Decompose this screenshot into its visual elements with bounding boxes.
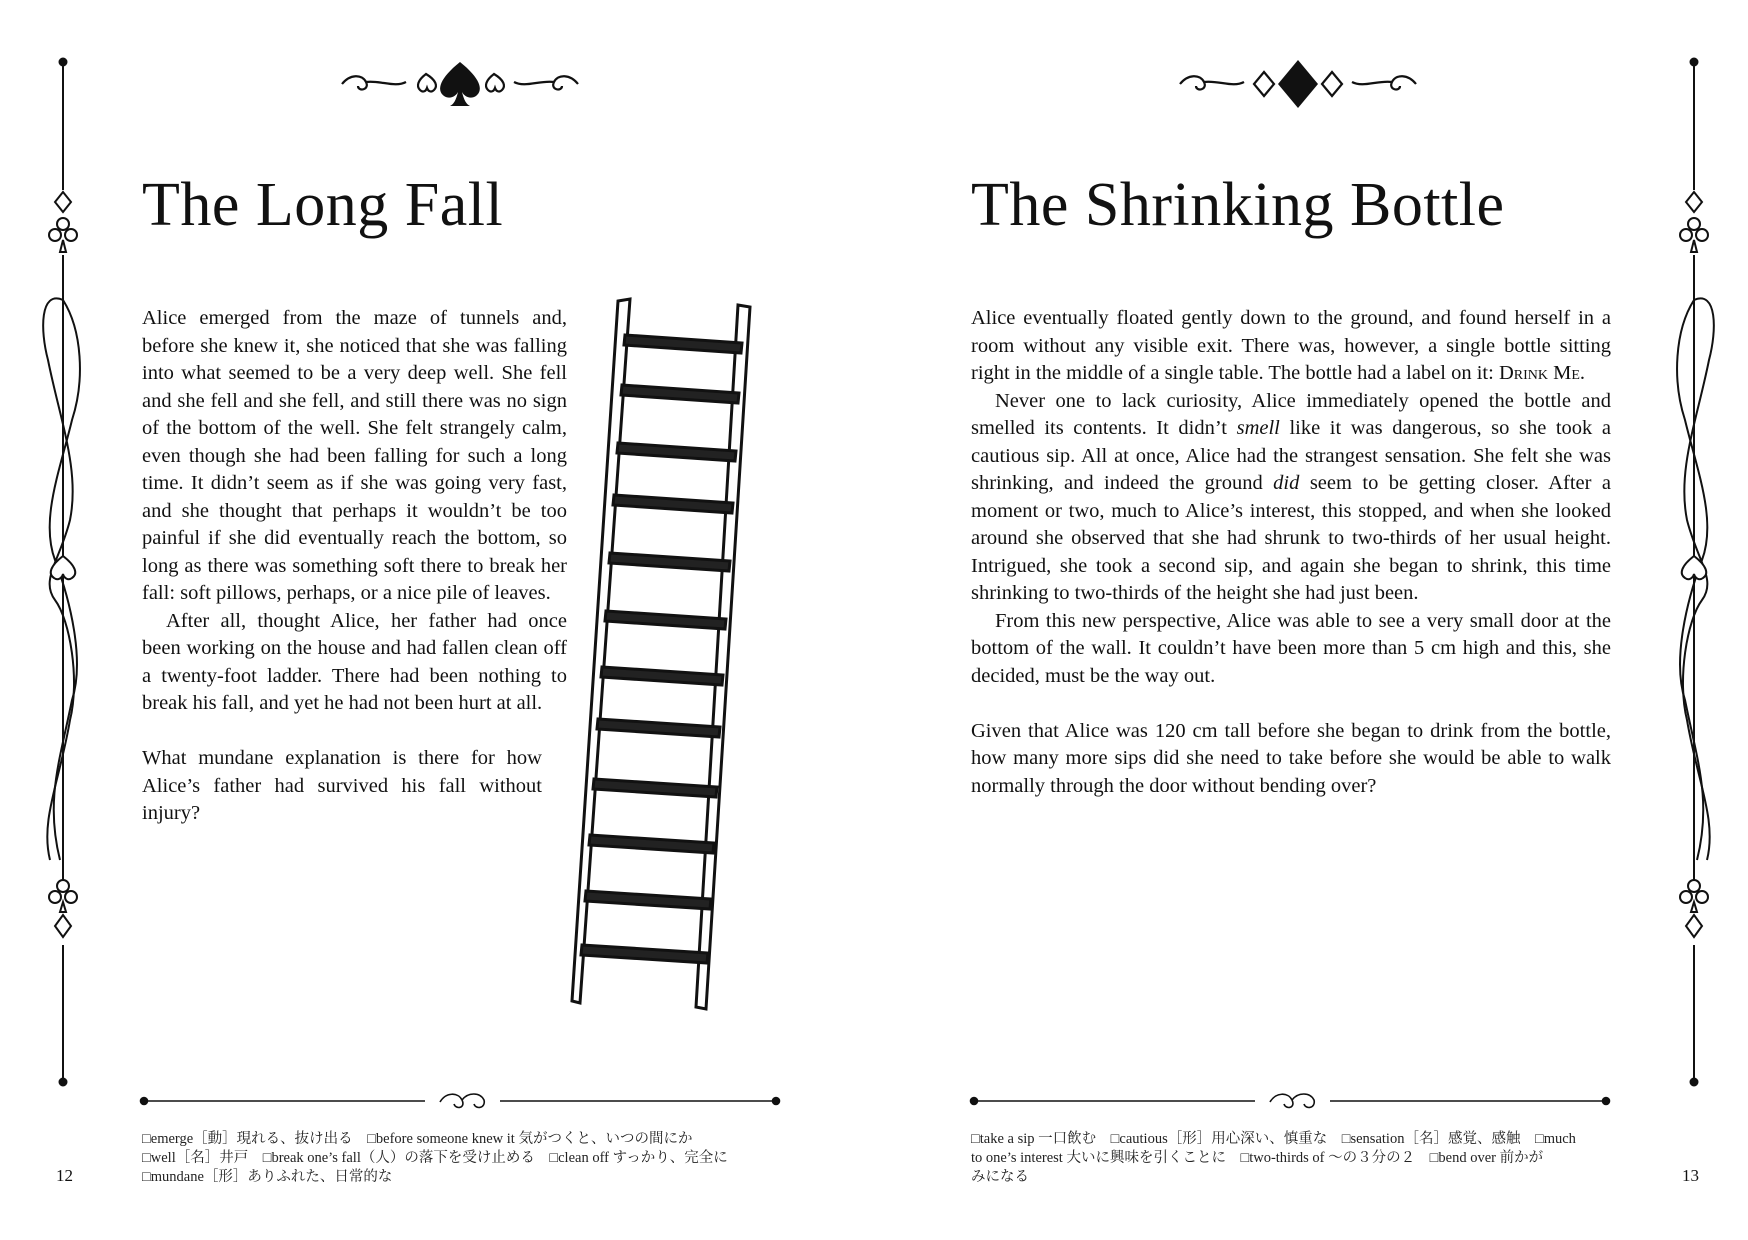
vocabulary-notes [142, 1130, 782, 1187]
vocab-line: □take a sip 一口飲む □cautious［形］用心深い、慎重な □sensation［名］感覚、感触 □much [971, 1131, 1576, 1147]
story-paragraph-2-part: seem to be getting closer. After a moment or two, much to Alice’s interest, this stopped, and when she looked around she observed that she had shrunk to two-thirds of her usual height. Intrigued, she took a second sip, and again she began to shrink, this time shrinking to two-thirds of the height she had just been. [971, 472, 1612, 604]
border-club-icon [1680, 218, 1708, 252]
page-number: 12 [56, 1166, 73, 1185]
story-paragraph-1: Alice emerged from the maze of tunnels and, before she knew it, she noticed that she was falling into what seemed to be a very deep well. She fell and she fell and she fell, and still there was no sign of the bottom of the well. She felt strangely calm, even though she had been falling for such a long time. It didn’t seem as if she was going very fast, and she thought that perhaps it wouldn’t be too painful if she did eventually reach the bottom, so long as there was something soft there to break her fall: soft pillows, perhaps, or a nice pile of leaves. [142, 307, 567, 604]
border-club-icon [49, 218, 77, 252]
emphasis-text: did [1273, 472, 1300, 494]
border-club-bottom-icon [1680, 880, 1708, 912]
spade-icon [340, 58, 580, 108]
vocabulary-notes [971, 1130, 1631, 1187]
story-paragraph-1-text: Alice eventually floated gently down to the ground, and found herself in a room without any visible exit. There was, however, a single bottle sitting right in the middle of a single table. The bottle had a label on it: [971, 307, 1611, 384]
puzzle-question: What mundane explanation is there for how Alice’s father had survived his fall without injury? [142, 747, 542, 824]
puzzle-question: Given that Alice was 120 cm tall before she began to drink from the bottle, how many more sips did she need to take before she would be able to walk normally through the door without bending over? [971, 719, 1611, 797]
story-text [142, 305, 567, 828]
border-club-bottom-icon [49, 880, 77, 912]
page-title: The Shrinking Bottle [971, 171, 1505, 239]
story-paragraph-2 [971, 388, 1611, 608]
story-paragraph-2: After all, thought Alice, her father had once been working on the house and had fallen clean off a twenty-foot ladder. There had been nothing to break his fall, and yet he had not been hurt at all. [142, 609, 567, 714]
vocab-line: □mundane［形］ありふれた、日常的な [142, 1169, 393, 1185]
border-diamond-icon [1686, 192, 1702, 212]
vocab-line: □well［名］井戸 □break one’s fall（人）の落下を受け止める □clean off すっかり、完全に [142, 1150, 728, 1166]
right-page [874, 0, 1748, 1240]
page-title: The Long Fall [142, 171, 504, 239]
emphasis-text: smell [1236, 417, 1280, 439]
footer-rule [970, 1086, 1610, 1116]
vocab-line: to one’s interest 大いに興味を引くことに □two-thirds of ～の３分の２ □bend over 前かが [971, 1150, 1544, 1166]
diamond-icon [1178, 58, 1418, 108]
page-number: 13 [1682, 1166, 1699, 1185]
bottle-label-text: Drink Me. [1498, 362, 1585, 384]
story-paragraph-3: From this new perspective, Alice was able to see a very small door at the bottom of the wall. It couldn’t have been more than 5 cm high and this, she decided, must be the way out. [971, 609, 1611, 687]
vocab-line: □emerge［動］現れる、抜け出る □before someone knew it 気がつくと、いつの間にか [142, 1131, 693, 1147]
story-paragraph-1 [971, 305, 1611, 388]
vocab-line: みになる [971, 1169, 1029, 1185]
ladder-icon [570, 295, 770, 1015]
story-paragraph-2-part: like it was dangerous, so she took a cautious sip. All at once, Alice had the strangest sensation. She felt she was shrinking, and indeed the ground [971, 417, 1611, 494]
border-diamond-bottom-icon [55, 915, 71, 937]
border-diamond-icon [55, 192, 71, 212]
story-paragraph-2-part: Never one to lack curiosity, Alice immediately opened the bottle and smelled its contents. It didn’t [971, 389, 1611, 439]
story-text [971, 305, 1611, 800]
border-diamond-bottom-icon [1686, 915, 1702, 937]
footer-rule [140, 1086, 780, 1116]
